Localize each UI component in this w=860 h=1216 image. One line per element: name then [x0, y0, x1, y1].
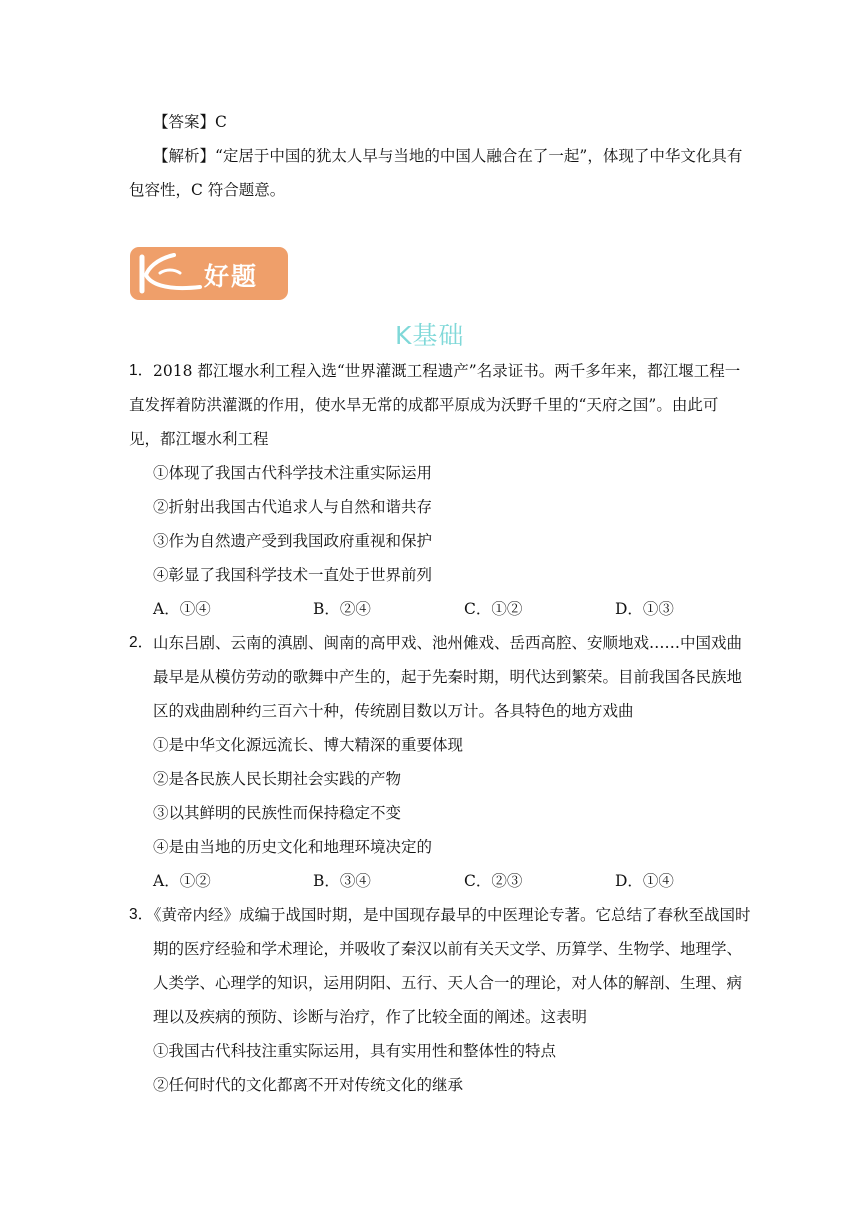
k-swoosh-icon: [130, 247, 210, 300]
question-3-statement-1: ①我国古代科技注重实际运用，具有实用性和整体性的特点: [153, 1042, 557, 1060]
question-3-line-4: 理以及疾病的预防、诊断与治疗，作了比较全面的阐述。这表明: [153, 1008, 588, 1026]
k-basics-heading: K基础: [395, 321, 465, 350]
question-2-line-1: 山东吕剧、云南的滇剧、闽南的高甲戏、池州傩戏、岳西高腔、安顺地戏……中国戏曲: [153, 634, 743, 652]
question-1-statement-1: ①体现了我国古代科学技术注重实际运用: [153, 464, 433, 482]
question-2-statement-3: ③以其鲜明的民族性而保持稳定不变: [153, 804, 402, 822]
question-2-option-d[interactable]: D．①④: [615, 872, 674, 890]
question-1-statement-3: ③作为自然遗产受到我国政府重视和保护: [153, 532, 433, 550]
question-1-statement-2: ②折射出我国古代追求人与自然和谐共存: [153, 498, 433, 516]
question-1-statement-4: ④彰显了我国科学技术一直处于世界前列: [153, 566, 433, 584]
question-3-number: 3．: [129, 906, 154, 923]
question-2-statement-4: ④是由当地的历史文化和地理环境决定的: [153, 838, 433, 856]
question-1-line-3: 见，都江堰水利工程: [129, 430, 269, 448]
question-2-option-c[interactable]: C．②③: [464, 872, 523, 890]
question-1-option-a[interactable]: A．①④: [153, 600, 211, 618]
question-2-number: 2．: [129, 634, 154, 651]
logo-text: 好题: [204, 262, 259, 291]
analysis-line-1: 【解析】“定居于中国的犹太人早与当地的中国人融合在了一起”，体现了中华文化具有: [153, 147, 743, 165]
question-3-statement-2: ②任何时代的文化都离不开对传统文化的继承: [153, 1076, 464, 1094]
question-1-option-d[interactable]: D．①③: [615, 600, 674, 618]
question-2-option-a[interactable]: A．①②: [153, 872, 211, 890]
question-2-statement-2: ②是各民族人民长期社会实践的产物: [153, 770, 402, 788]
question-1-option-c[interactable]: C．①②: [464, 600, 523, 618]
question-3-line-1: 《黄帝内经》成编于战国时期，是中国现存最早的中医理论专著。它总结了春秋至战国时: [146, 906, 751, 924]
question-1-line-1: 2018 都江堰水利工程入选“世界灌溉工程遗产”名录证书。两千多年来，都江堰工程一: [153, 362, 741, 380]
analysis-line-2: 包容性，C 符合题意。: [129, 181, 286, 199]
question-2-line-2: 最早是从模仿劳动的歌舞中产生的，起于先秦时期，明代达到繁荣。目前我国各民族地: [153, 668, 743, 686]
question-2-line-3: 区的戏曲剧种约三百六十种，传统剧目数以万计。各具特色的地方戏曲: [153, 702, 634, 720]
question-3-line-2: 期的医疗经验和学术理论，并吸收了秦汉以前有关天文学、历算学、生物学、地理学、: [153, 940, 743, 958]
question-1-line-2: 直发挥着防洪灌溉的作用，使水旱无常的成都平原成为沃野千里的“天府之国”。由此可: [129, 396, 719, 414]
answer-label: 【答案】C: [153, 113, 227, 131]
question-2-option-b[interactable]: B．③④: [313, 872, 371, 890]
good-question-logo: [130, 247, 288, 300]
question-2-statement-1: ①是中华文化源远流长、博大精深的重要体现: [153, 736, 464, 754]
question-1-number: 1．: [129, 362, 154, 379]
question-3-line-3: 人类学、心理学的知识，运用阴阳、五行、天人合一的理论，对人体的解剖、生理、病: [153, 974, 743, 992]
question-1-option-b[interactable]: B．②④: [313, 600, 371, 618]
